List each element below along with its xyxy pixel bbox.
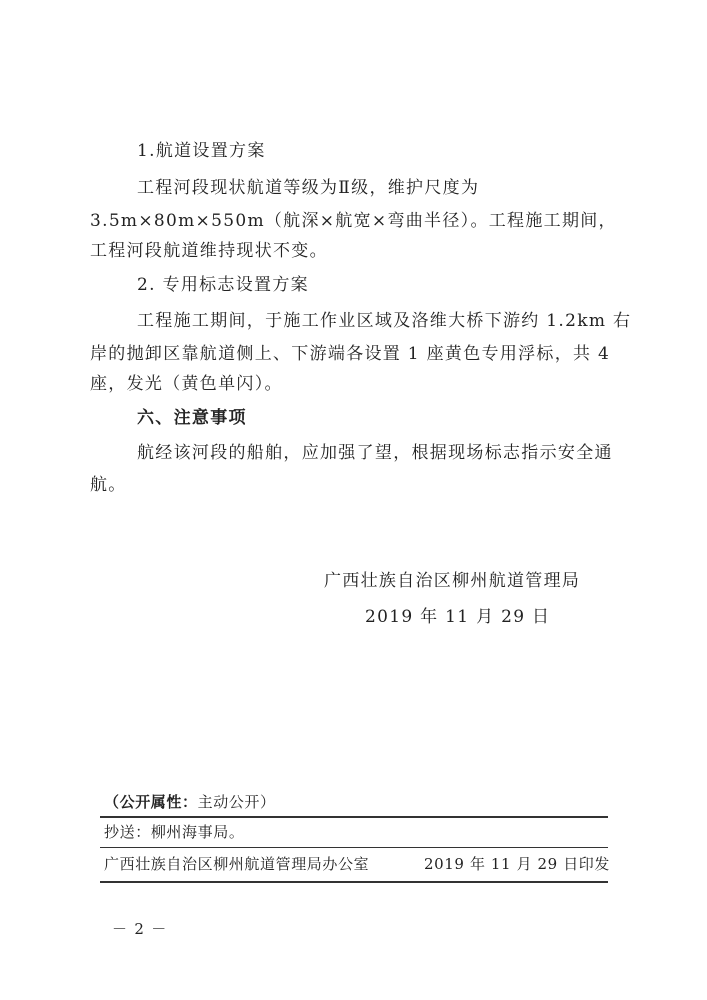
- page-number: － 2 －: [112, 920, 168, 938]
- issue-date: 2019 年 11 月 29 日印发: [424, 855, 610, 873]
- cc-value: 柳州海事局。: [150, 823, 245, 841]
- public-attribute-label: （公开属性：: [104, 793, 198, 811]
- paragraph-line: 工程河段航道维持现状不变。: [90, 241, 328, 261]
- cc-line: [104, 825, 244, 840]
- paragraph-line: 工程河段现状航道等级为Ⅱ级，维护尺度为: [137, 178, 480, 198]
- paragraph-line: 岸的抛卸区靠航道侧上、下游端各设置 1 座黄色专用浮标，共 4: [90, 344, 611, 364]
- section-title-marker-setup: 2. 专用标志设置方案: [137, 275, 309, 295]
- paragraph-line: 座，发光（黄色单闪）。: [90, 374, 283, 394]
- public-attribute: [104, 795, 276, 810]
- notes-heading: 六、注意事项: [137, 408, 247, 428]
- section-title-channel-setup: 1.航道设置方案: [137, 141, 266, 161]
- public-attribute-value: 主动公开）: [197, 793, 276, 811]
- divider-bottom: [100, 881, 608, 883]
- divider-top: [100, 816, 608, 818]
- divider-middle: [100, 847, 608, 848]
- issuer-office: 广西壮族自治区柳州航道管理局办公室: [104, 855, 370, 873]
- paragraph-line: 工程施工期间，于施工作业区域及洛维大桥下游约 1.2km 右: [137, 311, 632, 331]
- paragraph-line: 航。: [90, 475, 127, 495]
- signature-date: 2019 年 11 月 29 日: [365, 607, 551, 627]
- paragraph-line: 航经该河段的船舶，应加强了望，根据现场标志指示安全通: [137, 443, 613, 463]
- cc-label: 抄送：: [104, 823, 151, 841]
- paragraph-line: 3.5m×80m×550m（航深×航宽×弯曲半径）。工程施工期间，: [90, 211, 617, 231]
- signature-organization: 广西壮族自治区柳州航道管理局: [324, 571, 581, 591]
